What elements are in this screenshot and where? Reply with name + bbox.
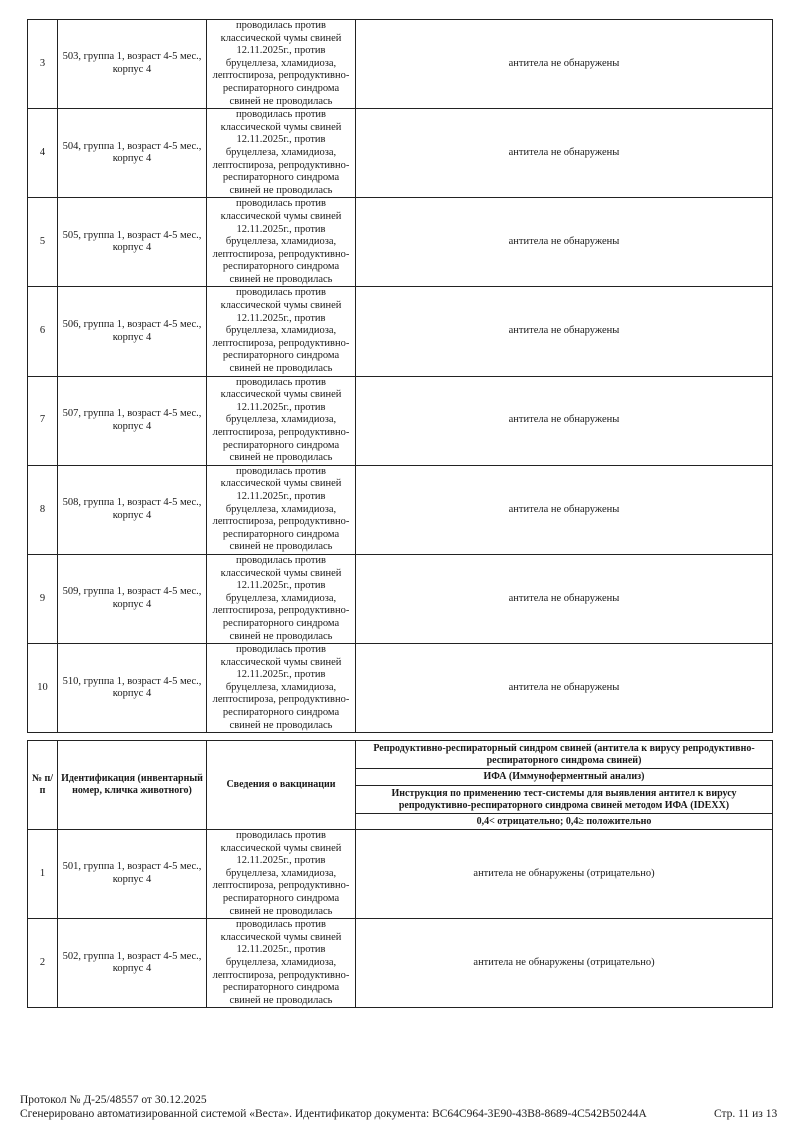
animal-identification: 507, группа 1, возраст 4-5 мес., корпус 4 xyxy=(58,376,207,465)
table-row xyxy=(28,109,773,198)
table-row xyxy=(28,198,773,287)
animal-identification: 510, группа 1, возраст 4-5 мес., корпус 4 xyxy=(58,644,207,733)
row-number: 4 xyxy=(28,109,58,198)
row-number: 2 xyxy=(28,919,58,1008)
animal-identification: 506, группа 1, возраст 4-5 мес., корпус 4 xyxy=(58,287,207,376)
header-disease: Репродуктивно-респираторный синдром свиней (антитела к вирусу репродуктивно-респираторного синдрома свиней) xyxy=(356,741,773,769)
test-result: антитела не обнаружены xyxy=(356,109,773,198)
row-number: 3 xyxy=(28,20,58,109)
header-vaccination: Сведения о вакцинации xyxy=(207,741,356,830)
row-number: 8 xyxy=(28,465,58,554)
table-row xyxy=(28,376,773,465)
table-row xyxy=(28,554,773,643)
test-result: антитела не обнаружены xyxy=(356,20,773,109)
table-row xyxy=(28,287,773,376)
table-row xyxy=(28,20,773,109)
vaccination-info: проводилась против классической чумы свиней 12.11.2025г., против бруцеллеза, хламидиоза, лептоспироза, репродуктивно-респираторного синдрома свиней не проводилась xyxy=(207,376,356,465)
test-result: антитела не обнаружены xyxy=(356,465,773,554)
header-identification: Идентификация (инвентарный номер, кличка животного) xyxy=(58,741,207,830)
table-row xyxy=(28,465,773,554)
vaccination-info: проводилась против классической чумы свиней 12.11.2025г., против бруцеллеза, хламидиоза, лептоспироза, репродуктивно-респираторного синдрома свиней не проводилась xyxy=(207,198,356,287)
table-row xyxy=(28,830,773,919)
test-result: антитела не обнаружены (отрицательно) xyxy=(356,919,773,1008)
header-row-number: № п/п xyxy=(28,741,58,830)
animal-identification: 501, группа 1, возраст 4-5 мес., корпус 4 xyxy=(58,830,207,919)
footer-protocol-number: Протокол № Д-25/48557 от 30.12.2025 xyxy=(20,1094,207,1106)
vaccination-info: проводилась против классической чумы свиней 12.11.2025г., против бруцеллеза, хламидиоза, лептоспироза, репродуктивно-респираторного синдрома свиней не проводилась xyxy=(207,554,356,643)
prrs-results-table xyxy=(27,740,773,1008)
vaccination-info: проводилась против классической чумы свиней 12.11.2025г., против бруцеллеза, хламидиоза, лептоспироза, репродуктивно-респираторного синдрома свиней не проводилась xyxy=(207,109,356,198)
vaccination-info: проводилась против классической чумы свиней 12.11.2025г., против бруцеллеза, хламидиоза, лептоспироза, репродуктивно-респираторного синдрома свиней не проводилась xyxy=(207,20,356,109)
animal-identification: 504, группа 1, возраст 4-5 мес., корпус 4 xyxy=(58,109,207,198)
row-number: 7 xyxy=(28,376,58,465)
animal-identification: 508, группа 1, возраст 4-5 мес., корпус 4 xyxy=(58,465,207,554)
row-number: 10 xyxy=(28,644,58,733)
test-result: антитела не обнаружены xyxy=(356,644,773,733)
results-table-continued xyxy=(27,19,773,733)
row-number: 1 xyxy=(28,830,58,919)
row-number: 9 xyxy=(28,554,58,643)
header-instruction: Инструкция по применению тест-системы для выявления антител к вирусу репродуктивно-респираторного синдрома свиней методом ИФА (IDEXX) xyxy=(356,786,773,814)
test-result: антитела не обнаружены xyxy=(356,554,773,643)
test-result: антитела не обнаружены xyxy=(356,376,773,465)
vaccination-info: проводилась против классической чумы свиней 12.11.2025г., против бруцеллеза, хламидиоза, лептоспироза, репродуктивно-респираторного синдрома свиней не проводилась xyxy=(207,830,356,919)
animal-identification: 502, группа 1, возраст 4-5 мес., корпус 4 xyxy=(58,919,207,1008)
table-row xyxy=(28,919,773,1008)
footer-generated-by: Сгенерировано автоматизированной системой «Веста». Идентификатор документа: BC64C964-3E90-43B8-8689-4C542B50244A xyxy=(20,1108,647,1120)
row-number: 6 xyxy=(28,287,58,376)
page-number: Стр. 11 из 13 xyxy=(714,1108,778,1120)
header-method: ИФА (Иммуноферментный анализ) xyxy=(356,769,773,786)
row-number: 5 xyxy=(28,198,58,287)
vaccination-info: проводилась против классической чумы свиней 12.11.2025г., против бруцеллеза, хламидиоза, лептоспироза, репродуктивно-респираторного синдрома свиней не проводилась xyxy=(207,287,356,376)
vaccination-info: проводилась против классической чумы свиней 12.11.2025г., против бруцеллеза, хламидиоза, лептоспироза, репродуктивно-респираторного синдрома свиней не проводилась xyxy=(207,919,356,1008)
vaccination-info: проводилась против классической чумы свиней 12.11.2025г., против бруцеллеза, хламидиоза, лептоспироза, репродуктивно-респираторного синдрома свиней не проводилась xyxy=(207,644,356,733)
test-result: антитела не обнаружены xyxy=(356,198,773,287)
test-result: антитела не обнаружены xyxy=(356,287,773,376)
animal-identification: 503, группа 1, возраст 4-5 мес., корпус 4 xyxy=(58,20,207,109)
animal-identification: 505, группа 1, возраст 4-5 мес., корпус 4 xyxy=(58,198,207,287)
animal-identification: 509, группа 1, возраст 4-5 мес., корпус 4 xyxy=(58,554,207,643)
test-result: антитела не обнаружены (отрицательно) xyxy=(356,830,773,919)
vaccination-info: проводилась против классической чумы свиней 12.11.2025г., против бруцеллеза, хламидиоза, лептоспироза, репродуктивно-респираторного синдрома свиней не проводилась xyxy=(207,465,356,554)
header-criteria: 0,4< отрицательно; 0,4≥ положительно xyxy=(356,814,773,830)
table-row xyxy=(28,644,773,733)
